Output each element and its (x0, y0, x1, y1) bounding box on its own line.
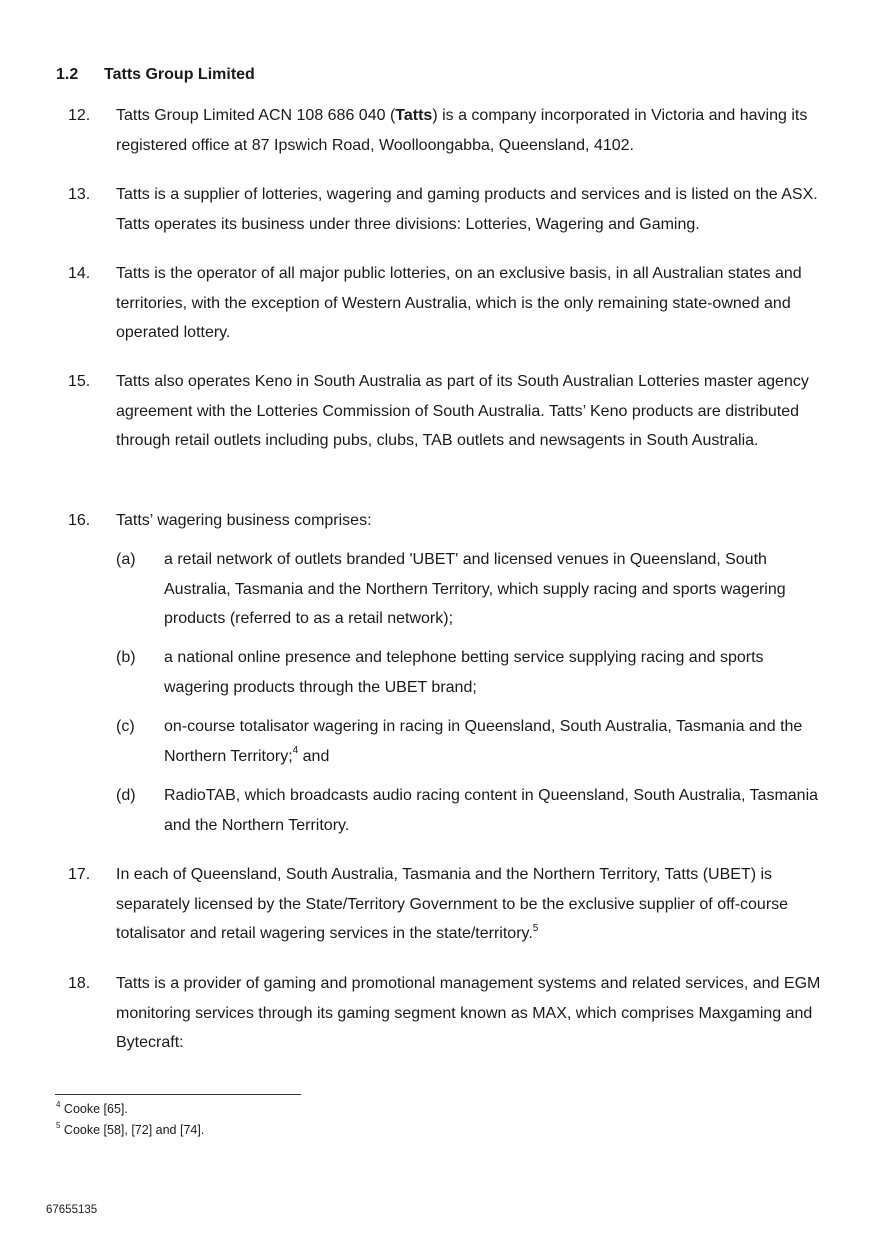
subitem-c (116, 712, 828, 771)
subitem-label: (c) (116, 718, 135, 735)
paragraph-text: Tatts is a provider of gaming and promotional management systems and related services, and EGM monitoring services through its gaming segment known as MAX, which comprises Maxgaming and Bytecraft: (116, 975, 821, 1051)
subitem-text: on-course totalisator wagering in racing in Queensland, South Australia, Tasmania and the Northern Territory;$^4$ and (164, 718, 803, 765)
section-number: 1.2 (56, 66, 79, 83)
paragraph-12 (68, 101, 828, 160)
subitem-label: (d) (116, 787, 136, 804)
paragraph-16 (68, 506, 828, 536)
subitem-d (116, 781, 828, 840)
footnote-mark: 5 (56, 1120, 61, 1130)
subitem-a (116, 545, 828, 634)
paragraph-text: Tatts is the operator of all major public lotteries, on an exclusive basis, in all Australian states and territories, with the exception of Western Australia, which is the only remaining state-owned and operated lottery. (116, 265, 802, 341)
footnote-mark: 4 (56, 1099, 61, 1109)
footnote-divider (55, 1094, 301, 1095)
paragraph-text: Tatts also operates Keno in South Australia as part of its South Australian Lotteries master agency agreement with the Lotteries Commission of South Australia. Tatts’ Keno products are distributed through retail outlets including pubs, clubs, TAB outlets and newsagents in South Australia. (116, 373, 809, 449)
paragraph-number: 14. (68, 265, 91, 282)
footnote-5 (56, 1122, 204, 1138)
paragraph-number: 13. (68, 186, 91, 203)
paragraph-number: 15. (68, 373, 91, 390)
paragraph-text: Tatts Group Limited ACN 108 686 040 (Tatts) is a company incorporated in Victoria and having its registered office at 87 Ipswich Road, Woolloongabba, Queensland, 4102. (116, 107, 808, 154)
paragraph-15 (68, 367, 828, 456)
footnote-4 (56, 1101, 128, 1117)
paragraph-text: Tatts’ wagering business comprises: (116, 512, 372, 529)
paragraph-13 (68, 180, 828, 239)
footnote-text: Cooke [65]. (60, 1102, 128, 1116)
subitem-label: (b) (116, 649, 136, 666)
paragraph-18 (68, 969, 828, 1058)
footnote-text: Cooke [58], [72] and [74]. (60, 1123, 205, 1137)
paragraph-14 (68, 259, 828, 348)
paragraph-number: 17. (68, 866, 91, 883)
defined-term: Tatts (395, 107, 433, 124)
footnote-ref-4[interactable]: 4 (292, 745, 299, 757)
subitem-text: RadioTAB, which broadcasts audio racing content in Queensland, South Australia, Tasmania and the Northern Territory. (164, 787, 819, 834)
subitem-text: a retail network of outlets branded 'UBET' and licensed venues in Queensland, South Australia, Tasmania and the Northern Territory, which supply racing and sports wagering products (referred to as a retail network); (164, 551, 786, 627)
paragraph-number: 12. (68, 107, 91, 124)
subitem-label: (a) (116, 551, 136, 568)
section-heading (56, 66, 255, 84)
document-id: 67655135 (46, 1204, 98, 1216)
paragraph-number: 16. (68, 512, 91, 529)
subitem-b (116, 643, 828, 702)
paragraph-text: Tatts is a supplier of lotteries, wagering and gaming products and services and is listed on the ASX. Tatts operates its business under three divisions: Lotteries, Wagering and Gaming. (116, 186, 818, 233)
paragraph-17 (68, 860, 828, 949)
subitem-text: a national online presence and telephone betting service supplying racing and sports wagering products through the UBET brand; (164, 649, 764, 696)
footnote-ref-5[interactable]: 5 (532, 922, 539, 934)
paragraph-number: 18. (68, 975, 91, 992)
paragraph-text: In each of Queensland, South Australia, Tasmania and the Northern Territory, Tatts (UBET) is separately licensed by the State/Territory Government to be the exclusive supplier of off-course totalisator and retail wagering services in the state/territory.$^5$ (116, 866, 789, 942)
section-title: Tatts Group Limited (104, 66, 255, 83)
